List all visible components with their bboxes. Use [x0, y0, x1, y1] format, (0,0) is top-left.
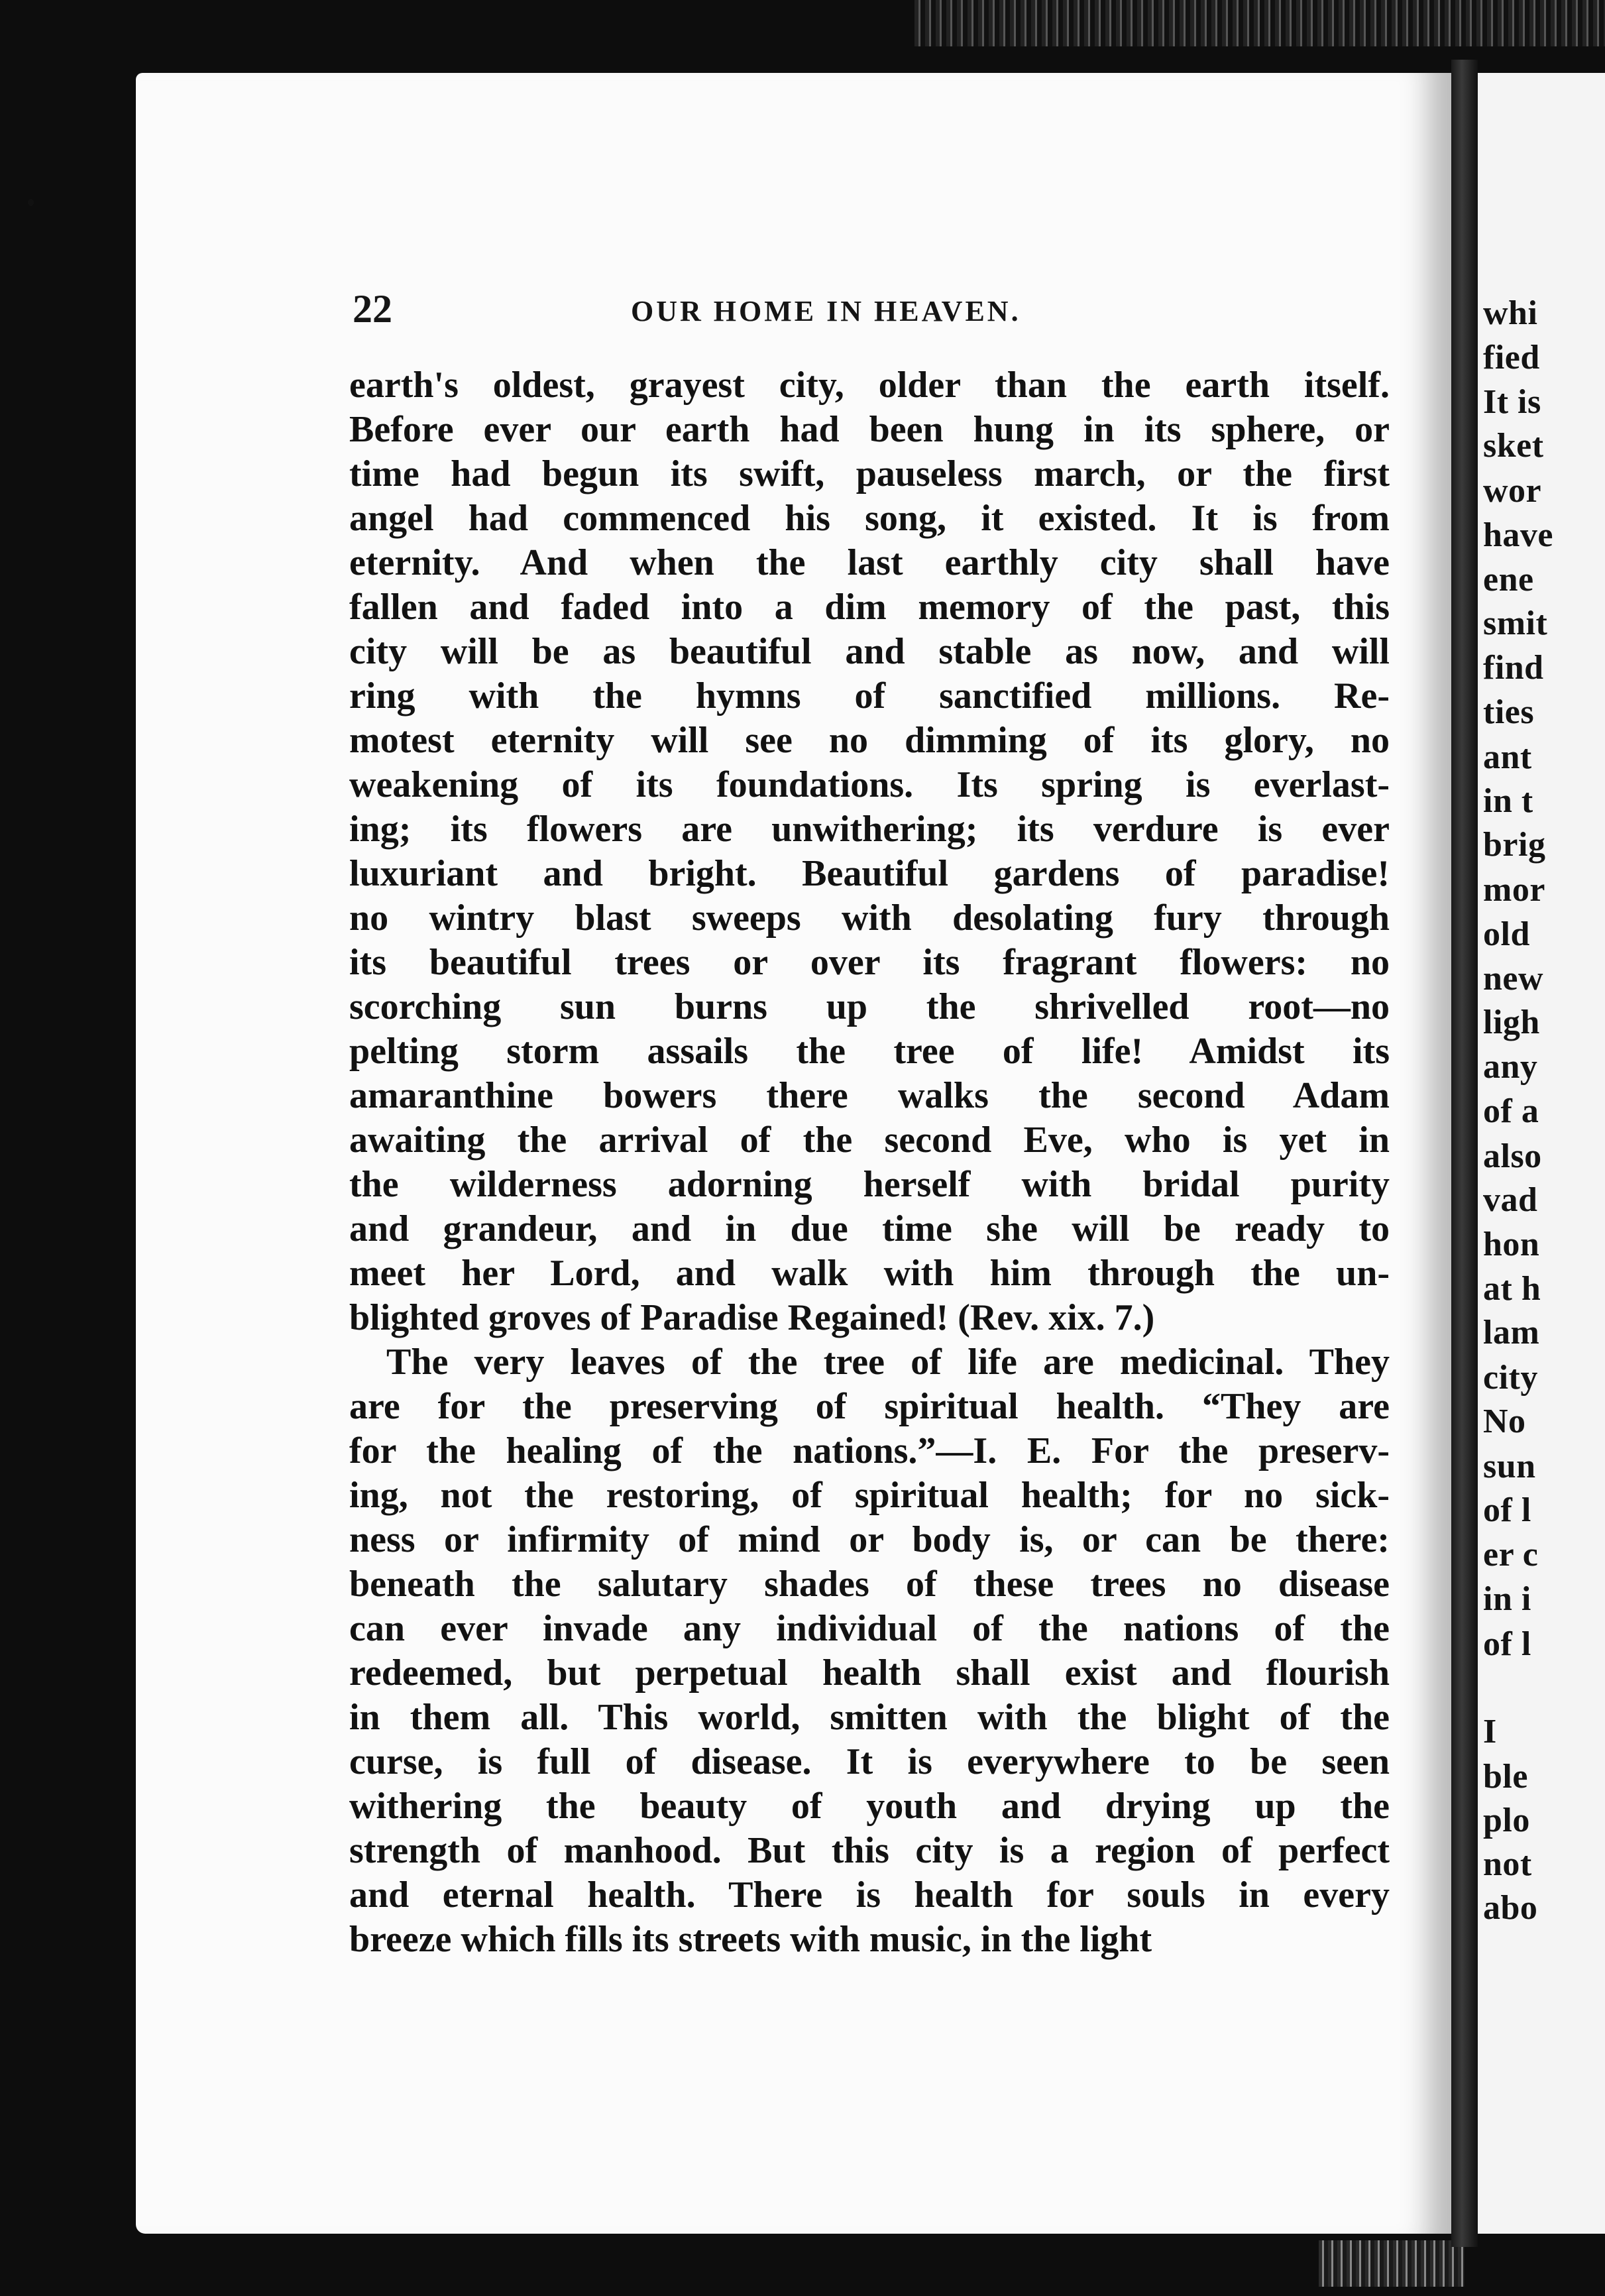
facing-page-fragment: er c: [1483, 1536, 1539, 1574]
facing-page-fragment: ligh: [1483, 1004, 1540, 1041]
text-line: angel had commenced his song, it existed. It is from: [349, 498, 1390, 539]
text-line: curse, is full of disease. It is everywhere to be seen: [349, 1741, 1390, 1782]
book-page-right-partial: [1478, 73, 1605, 2234]
facing-page-fragment: mor: [1483, 871, 1545, 909]
text-line: scorching sun burns up the shrivelled root—no: [349, 986, 1390, 1027]
facing-page-fragment: fied: [1483, 339, 1540, 376]
text-line: ring with the hymns of sanctified millions. Re-: [349, 675, 1390, 717]
facing-page-fragment: brig: [1483, 826, 1546, 864]
text-line: and grandeur, and in due time she will be ready to: [349, 1208, 1390, 1249]
facing-page-fragment: of l: [1483, 1625, 1531, 1663]
text-line: time had begun its swift, pauseless march, or the first: [349, 453, 1390, 494]
facing-page-fragment: of a: [1483, 1092, 1539, 1130]
facing-page-fragment: smit: [1483, 604, 1548, 642]
facing-page-fragment: abo: [1483, 1889, 1538, 1927]
text-line: amaranthine bowers there walks the second Adam: [349, 1075, 1390, 1116]
facing-page-fragment: lam: [1483, 1314, 1540, 1351]
facing-page-fragment: in i: [1483, 1580, 1531, 1618]
text-line: pelting storm assails the tree of life! Amidst its: [349, 1031, 1390, 1072]
scanner-edge-top: [914, 0, 1605, 46]
facing-page-fragment: whi: [1483, 294, 1538, 332]
text-line: withering the beauty of youth and drying up the: [349, 1786, 1390, 1827]
text-line: breeze which fills its streets with music, in the light: [349, 1919, 1152, 1960]
running-title: OUR HOME IN HEAVEN.: [631, 295, 1021, 327]
text-line: city will be as beautiful and stable as now, and will: [349, 631, 1390, 672]
page-number: 22: [353, 287, 392, 331]
text-line: its beautiful trees or over its fragrant flowers: no: [349, 942, 1390, 983]
text-line: eternity. And when the last earthly city shall have: [349, 542, 1390, 583]
text-line: strength of manhood. But this city is a region of perfect: [349, 1830, 1390, 1871]
facing-page-fragment: vad: [1483, 1181, 1538, 1219]
facing-page-fragment: ant: [1483, 738, 1532, 776]
page-body-text: [349, 363, 1390, 1962]
text-line: blighted groves of Paradise Regained! (Rev. xix. 7.): [349, 1297, 1155, 1338]
facing-page-fragment: hon: [1483, 1226, 1540, 1263]
dust-speck: [28, 199, 34, 206]
facing-page-fragment: sun: [1483, 1448, 1536, 1485]
text-line: ing; its flowers are unwithering; its verdure is ever: [349, 809, 1390, 850]
text-line: luxuriant and bright. Beautiful gardens of paradise!: [349, 853, 1390, 894]
text-line: the wilderness adorning herself with bridal purity: [349, 1164, 1390, 1205]
text-line: for the healing of the nations.”—I. E. For the preserv-: [349, 1430, 1390, 1471]
facing-page-fragment: wor: [1483, 472, 1542, 510]
facing-page-fragment: of l: [1483, 1491, 1531, 1529]
book-gutter: [1451, 60, 1478, 2247]
text-line: weakening of its foundations. Its spring is everlast-: [349, 764, 1390, 805]
text-line: and eternal health. There is health for souls in every: [349, 1874, 1390, 1916]
facing-page-fragment: in t: [1483, 782, 1533, 820]
text-line: ness or infirmity of mind or body is, or can be there:: [349, 1519, 1390, 1560]
text-line: beneath the salutary shades of these trees no disease: [349, 1564, 1390, 1605]
facing-page-fragment: find: [1483, 649, 1544, 687]
facing-page-fragment: I: [1483, 1713, 1497, 1751]
facing-page-fragment: not: [1483, 1845, 1532, 1883]
page-header: [353, 286, 1390, 342]
facing-page-fragment: ties: [1483, 693, 1535, 731]
facing-page-fragment: old: [1483, 915, 1530, 953]
facing-page-fragment: It is: [1483, 383, 1541, 421]
facing-page-fragment: have: [1483, 516, 1553, 554]
facing-page-fragment: at h: [1483, 1270, 1541, 1308]
facing-page-fragment: new: [1483, 960, 1544, 998]
facing-page-fragment: ble: [1483, 1758, 1528, 1796]
text-line: can ever invade any individual of the nations of the: [349, 1608, 1390, 1649]
facing-page-fragment: sket: [1483, 427, 1544, 465]
facing-page-fragment: also: [1483, 1137, 1542, 1175]
text-line: Before ever our earth had been hung in its sphere, or: [349, 409, 1390, 450]
text-line: no wintry blast sweeps with desolating fury through: [349, 897, 1390, 939]
text-line: awaiting the arrival of the second Eve, who is yet in: [349, 1119, 1390, 1161]
text-line: redeemed, but perpetual health shall exist and flourish: [349, 1652, 1390, 1693]
facing-page-fragment: plo: [1483, 1802, 1530, 1839]
text-line: earth's oldest, grayest city, older than the earth itself.: [349, 365, 1390, 406]
text-line: motest eternity will see no dimming of its glory, no: [349, 720, 1390, 761]
text-line: in them all. This world, smitten with the blight of the: [349, 1697, 1390, 1738]
text-line: meet her Lord, and walk with him through the un-: [349, 1253, 1390, 1294]
facing-page-fragment: No: [1483, 1403, 1526, 1440]
facing-page-fragment: any: [1483, 1048, 1538, 1086]
text-line: ing, not the restoring, of spiritual health; for no sick-: [349, 1475, 1390, 1516]
text-line: fallen and faded into a dim memory of the past, this: [349, 587, 1390, 628]
scanner-edge-bottom: [1319, 2240, 1465, 2287]
text-line: The very leaves of the tree of life are medicinal. They: [386, 1342, 1390, 1383]
facing-page-fragment: ene: [1483, 561, 1534, 599]
facing-page-fragment: city: [1483, 1359, 1538, 1397]
text-line: are for the preserving of spiritual health. “They are: [349, 1386, 1390, 1427]
